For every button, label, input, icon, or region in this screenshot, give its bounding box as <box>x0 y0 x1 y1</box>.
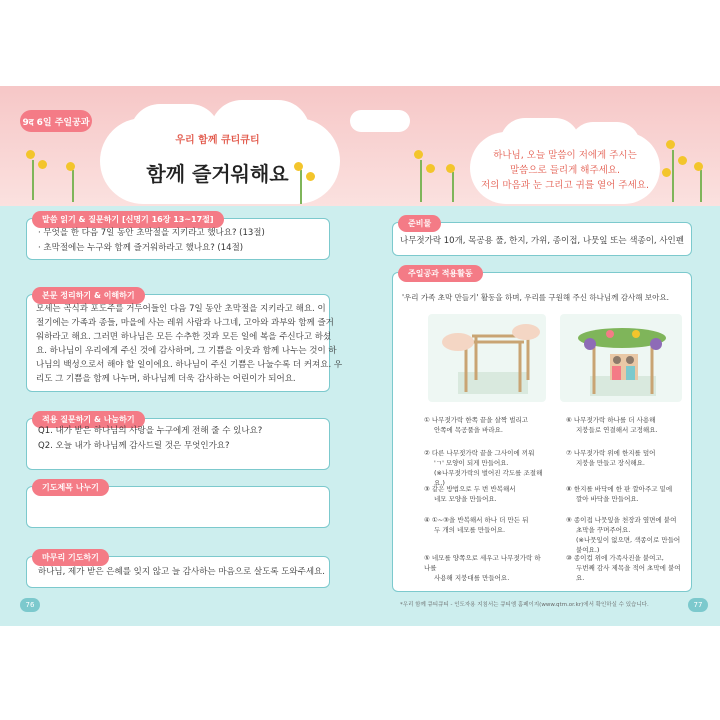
flower-icon <box>66 162 75 171</box>
apply-question: Q2. 오늘 내가 하나님께 감사드릴 것은 무엇인가요? <box>38 441 230 451</box>
flower-icon <box>38 160 47 169</box>
activity-step-line: ① 나무젓가락 한쪽 끝을 살짝 벌리고 <box>424 416 529 424</box>
flower-icon <box>694 162 703 171</box>
flower-icon <box>426 164 435 173</box>
activity-step <box>424 415 546 435</box>
page-number-right: 77 <box>688 598 708 612</box>
activity-step <box>424 484 546 504</box>
reading-question: · 무엇을 한 다음 7일 동안 초막절을 지키라고 했나요? (13절) <box>38 228 265 238</box>
flower-icon <box>662 168 671 177</box>
activity-step <box>424 448 546 488</box>
opening-prayer-line: 하나님, 오늘 말씀이 저에게 주시는 <box>493 150 637 161</box>
date-tag: 9द 6일 주일공과 <box>20 110 92 132</box>
apply-question: Q1. 내가 받은 하나님의 사랑을 누구에게 전해 줄 수 있나요? <box>38 426 263 436</box>
activity-step-line: ⑦ 나무젓가락 위에 한지를 덮어 <box>566 449 656 457</box>
closing-prayer: 하나님, 제가 받은 은혜를 잊지 않고 늘 감사하는 마음으로 살도록 도와주세요. <box>38 567 325 577</box>
summary-line: 절기에는 가족과 종들, 마을에 사는 레위 사람과 나그네, 고아와 과부와 함께 즐거 <box>36 318 334 328</box>
activity-step-line: 두번째 감사 제목을 적어 초막에 붙여요. <box>576 564 681 582</box>
flower-stem <box>420 160 422 202</box>
activity-step-line: ⑧ 한지를 바닥에 한 판 깔아주고 밑에 <box>566 485 673 493</box>
opening-prayer <box>480 148 650 193</box>
opening-prayer-line: 말씀으로 들리게 해주세요. <box>509 165 620 176</box>
activity-step-line: 'ㄱ' 모양이 되게 만들어요. <box>434 459 509 467</box>
summary-line: 나님의 백성으로서 해야 할 일이에요. 하나님이 주신 기쁨은 나눌수록 더 커져요. 우 <box>36 360 343 370</box>
apply-label: 적용 질문하기 & 나눔하기 <box>32 411 145 428</box>
reading-question: · 초막절에는 누구와 함께 즐거워하라고 했나요? (14절) <box>38 243 244 253</box>
activity-step-line: 지붕을 만들고 장식해요. <box>576 459 645 467</box>
page-number-left: 76 <box>20 598 40 612</box>
summary-line: 리도 그 기쁨을 함께 나누며, 하나님께 더욱 감사하는 어린이가 되어요. <box>36 374 296 384</box>
summary-line: 워하라고 해요. 그러면 하나님은 모든 수추한 것과 모든 일에 복을 주신다고 하셨 <box>36 332 332 342</box>
flower-icon <box>26 150 35 159</box>
flower-icon <box>414 150 423 159</box>
summary-label: 본문 정리하기 & 이해하기 <box>32 287 145 304</box>
flower-icon <box>678 156 687 165</box>
activity-step <box>424 515 546 535</box>
summary-line: 요. 하나님이 우리에게 주신 것에 감사하며, 그 기쁨을 이웃과 함께 나누는 것이 하 <box>36 346 337 356</box>
activity-step-line: 지붕들로 연결해서 고정해요. <box>576 426 658 434</box>
series-title: 우리 함께 큐티큐티 <box>175 135 260 146</box>
activity-step-line: 두 개의 네모를 만들어요. <box>434 526 506 534</box>
flower-stem <box>32 160 34 200</box>
tabernacle-illustration <box>560 314 682 402</box>
materials-label: 준비물 <box>398 215 441 232</box>
activity-step-line: 사용해 지붕대를 만들어요. <box>434 574 510 582</box>
activity-step-line: ⑨ 종이접 나뭇잎을 천장과 옆면에 붙여 <box>566 516 677 524</box>
flower-stem <box>700 170 702 202</box>
summary-line: 모세는 곡식과 포도주를 거두어들인 다음 7일 동안 초막절을 지키라고 해요. 이 <box>36 304 326 314</box>
activity-step <box>424 553 546 583</box>
activity-step <box>566 484 688 504</box>
small-cloud <box>350 110 410 132</box>
materials-text: 나무젓가락 10개, 목공용 풀, 한지, 가위, 종이접, 나뭇잎 또는 색종이, 사인펜 <box>400 236 684 246</box>
flower-stem <box>72 170 74 202</box>
closing-label: 마무리 기도하기 <box>32 549 109 566</box>
footnote: *우리 함께 큐티큐티 - 인도자용 지침서는 큐티엠 홈페이지(www.qtm.or.kr)에서 확인하실 수 있습니다. <box>400 602 649 608</box>
activity-step <box>566 415 688 435</box>
activity-step-line: 네모 모양을 만들어요. <box>434 495 497 503</box>
activity-step <box>566 553 688 583</box>
activity-step-line: ⑤ 네모를 양쪽으로 세우고 나무젓가락 하나를 <box>424 554 541 572</box>
frame-illustration-svg <box>428 314 546 402</box>
activity-step-line: ⑩ 종이컵 위에 가족사진을 붙여고, <box>566 554 664 562</box>
activity-step-line: (※나무젓가락의 벌어진 각도를 조절해요.) <box>434 469 543 487</box>
reading-label: 말씀 읽기 & 질문하기 [신명기 16장 13~17절] <box>32 211 224 228</box>
activity-step-line: ⑥ 나무젓가락 하나를 더 사용해 <box>566 416 656 424</box>
flower-icon <box>446 164 455 173</box>
activity-step-line: (※나뭇잎이 없으면, 색종이로 만들어 붙여요.) <box>576 536 681 554</box>
activity-label: 주일공과 적용활동 <box>398 265 483 282</box>
opening-prayer-line: 저의 마음과 눈 그리고 귀를 열어 주세요. <box>481 180 649 191</box>
activity-step <box>566 515 688 555</box>
page-title: 함께 즐거워해요 <box>146 162 289 186</box>
flower-stem <box>452 172 454 202</box>
activity-step-line: 초막을 꾸며주어요. <box>576 526 631 534</box>
flower-stem <box>672 150 674 202</box>
activity-step-line: ④ ①~③을 반복해서 하나 더 만든 뒤 <box>424 516 529 524</box>
activity-step-line: 안쪽에 목공풀을 바라요. <box>434 426 503 434</box>
tabernacle-illustration-svg <box>560 314 682 402</box>
activity-step-line: ③ 같은 방법으로 두 번 반복해서 <box>424 485 516 493</box>
flower-icon <box>666 140 675 149</box>
activity-intro: '우리 가족 초막 만들기' 활동을 하며, 우리를 구원해 주신 하나님께 감사해 보아요. <box>402 293 669 302</box>
activity-step-line: ② 다른 나무젓가락 끝을 그사이에 끼워 <box>424 449 535 457</box>
activity-step <box>566 448 688 468</box>
activity-step-line: 깔아 바닥을 만들어요. <box>576 495 639 503</box>
frame-illustration <box>428 314 546 402</box>
prayer-topics-label: 기도제목 나누기 <box>32 479 109 496</box>
